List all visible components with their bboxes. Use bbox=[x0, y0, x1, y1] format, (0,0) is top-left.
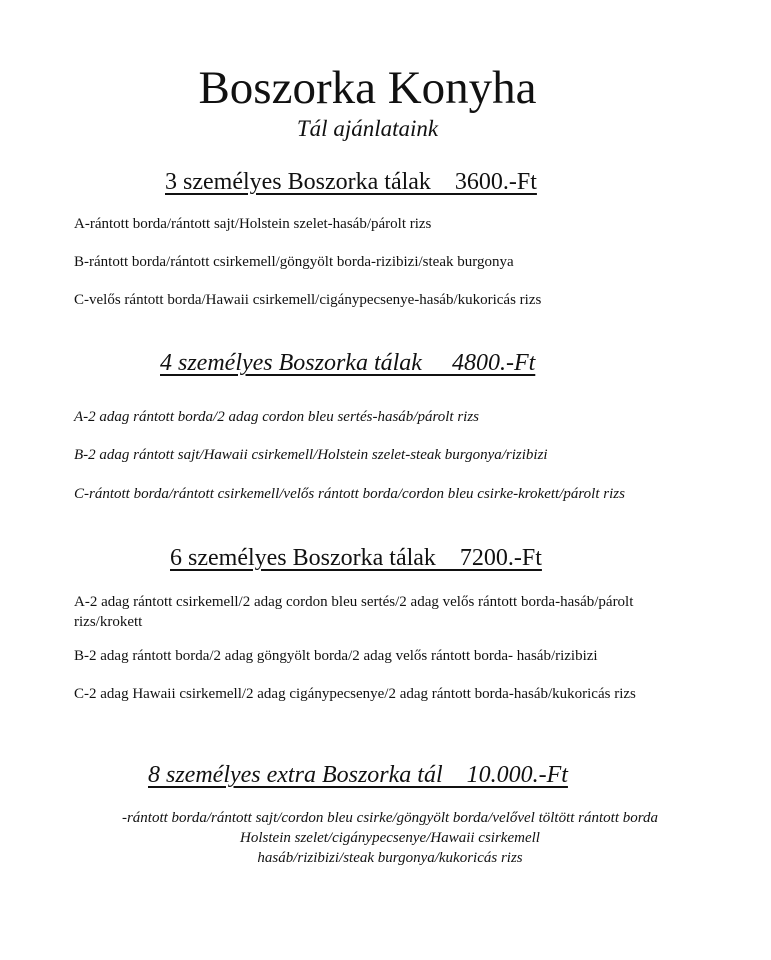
section-4-item-a: A-2 adag rántott borda/2 adag cordon bleu sertés-hasáb/párolt rizs bbox=[74, 409, 479, 425]
extra-line-3: hasáb/rizibizi/steak burgonya/kukoricás rizs bbox=[257, 850, 523, 866]
section-6-persons-heading: 6 személyes Boszorka tálak 7200.-Ft bbox=[170, 545, 542, 571]
section-4-item-c: C-rántott borda/rántott csirkemell/velős rántott borda/cordon bleu csirke-krokett/párolt rizs bbox=[74, 486, 625, 502]
menu-subtitle: Tál ajánlataink bbox=[296, 116, 439, 141]
section-4-item-b: B-2 adag rántott sajt/Hawaii csirkemell/Holstein szelet-steak burgonya/rizibizi bbox=[74, 447, 548, 463]
section-3-item-a: A-rántott borda/rántott sajt/Holstein szelet-hasáb/párolt rizs bbox=[74, 216, 432, 232]
section-8-extra-description bbox=[72, 808, 708, 868]
extra-line-1: -rántott borda/rántott sajt/cordon bleu csirke/göngyölt borda/velővel töltött rántott borda bbox=[121, 810, 659, 826]
extra-line-2: Holstein szelet/cigánypecsenye/Hawaii csirkemell bbox=[240, 830, 540, 846]
section-4-persons-heading: 4 személyes Boszorka tálak 4800.-Ft bbox=[160, 350, 536, 376]
menu-title: Boszorka Konyha bbox=[198, 62, 537, 114]
section-8-persons-heading: 8 személyes extra Boszorka tál 10.000.-Ft bbox=[148, 762, 568, 788]
section-3-persons-heading: 3 személyes Boszorka tálak 3600.-Ft bbox=[165, 169, 537, 195]
section-6-item-b: B-2 adag rántott borda/2 adag göngyölt borda/2 adag velős rántott borda- hasáb/rizibizi bbox=[74, 648, 598, 664]
section-6-item-c: C-2 adag Hawaii csirkemell/2 adag cigánypecsenye/2 adag rántott borda-hasáb/kukoricás rizs bbox=[74, 686, 636, 702]
section-3-item-c: C-velős rántott borda/Hawaii csirkemell/cigánypecsenye-hasáb/kukoricás rizs bbox=[74, 292, 542, 308]
section-3-item-b: B-rántott borda/rántott csirkemell/göngyölt borda-rizibizi/steak burgonya bbox=[74, 254, 514, 270]
section-6-item-a: A-2 adag rántott csirkemell/2 adag cordon bleu sertés/2 adag velős rántott borda-hasáb/párolt rizs/krokett bbox=[74, 594, 634, 630]
